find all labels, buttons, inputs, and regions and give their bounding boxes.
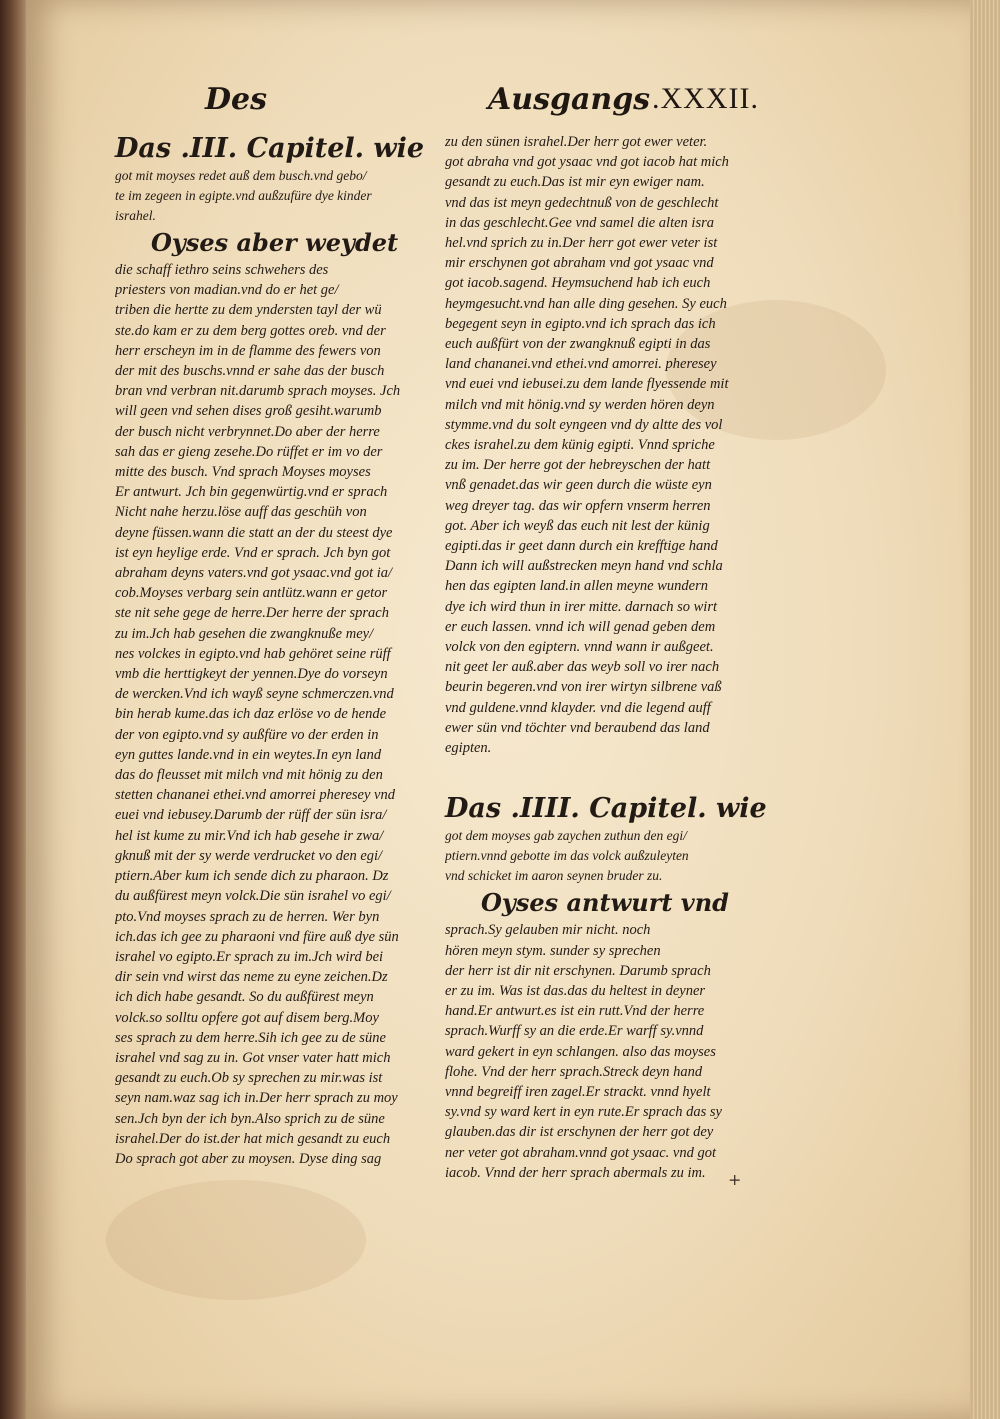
text-line: gknuß mit der sy werde verdrucket vo den egi/: [115, 847, 383, 864]
text-line: stetten chananei ethei.vnd amorrei pheresey vnd: [115, 787, 395, 804]
text-line: beurin begeren.vnd von irer wirtyn silbrene vaß: [445, 679, 722, 696]
text-line: dye ich wird thun in irer mitte. darnach so wirt: [445, 598, 717, 615]
text-line: euei vnd iebusey.Darumb der rüff der sün isra/: [115, 807, 387, 824]
text-line: egipten.: [445, 740, 492, 757]
text-line: er zu im. Was ist das.das du heltest in deyner: [445, 982, 706, 999]
text-line: iacob. Vnnd der herr sprach abermals zu im.: [445, 1164, 706, 1181]
text-line: israhel vnd sag zu in. Got vnser vater hatt mich: [115, 1049, 391, 1066]
text-line: egipti.das ir geet dann durch ein krefftige hand: [445, 538, 718, 555]
summary-line: ptiern.vnnd gebotte im das volck außzuleyten: [445, 848, 689, 864]
chapter-title: Das .III. Capitel. wie: [115, 133, 425, 164]
text-line: ses sprach zu dem herre.Sih ich gee zu de süne: [115, 1029, 386, 1046]
text-line: stymme.vnd du solt eyngeen vnd dy altte des vol: [445, 416, 723, 433]
text-line: glauben.das dir ist erschynen der herr got dey: [445, 1124, 714, 1141]
body-text: [445, 132, 745, 758]
left-column: [115, 132, 425, 1169]
body-text: [445, 920, 745, 1183]
text-line: in das geschlecht.Gee vnd samel die alten isra: [445, 214, 714, 231]
text-line: heymgesucht.vnd han alle ding gesehen. Sy euch: [445, 295, 727, 312]
text-line: Do sprach got aber zu moysen. Dyse ding sag: [115, 1150, 382, 1167]
text-line: nes volckes in egipto.vnd hab gehöret seine rüff: [115, 645, 391, 662]
text-line: triben die hertte zu dem yndersten tayl der wü: [115, 302, 382, 319]
text-line: ich dich habe gesandt. So du außfürest meyn: [115, 989, 374, 1006]
text-line: cob.Moyses verbarg sein antlütz.wann er getor: [115, 585, 388, 602]
text-line: hen das egipten land.in allen meyne wundern: [445, 578, 708, 595]
text-line: vnd euei vnd iebusei.zu dem lande flyessende mit: [445, 376, 729, 393]
text-line: der von egipto.vnd sy außfüre vo der erden in: [115, 726, 379, 743]
text-line: bin herab kume.das ich daz erlöse vo de hende: [115, 706, 387, 723]
text-line: du außfürest meyn volck.Die sün israhel vo egi/: [115, 888, 391, 905]
text-line: de wercken.Vnd ich wayß seyne schmerczen.vnd: [115, 686, 394, 703]
text-line: nit geet ler auß.aber das weyb soll vo irer nach: [445, 659, 720, 676]
text-line: gesandt zu euch.Das ist mir eyn ewiger nam.: [445, 174, 705, 191]
text-line: got iacob.sagend. Heymsuchend hab ich euch: [445, 275, 711, 292]
text-line: er euch lassen. vnnd ich will genad geben dem: [445, 618, 716, 635]
text-line: zu im.Jch hab gesehen die zwangknuße mey/: [115, 625, 374, 642]
text-line: gesandt zu euch.Ob sy sprechen zu mir.was ist: [115, 1070, 383, 1087]
running-head-left: Des: [205, 82, 267, 117]
page-edges-right: [970, 0, 1000, 1419]
text-line: hel.vnd sprich zu in.Der herr got ewer veter ist: [445, 235, 718, 252]
text-line: land chananei.vnd ethei.vnd amorrei. pheresey: [445, 356, 717, 373]
text-line: herr erscheyn im in de flamme des fewers von: [115, 342, 381, 359]
text-line: ckes israhel.zu dem künig egipti. Vnnd spriche: [445, 437, 715, 454]
text-line: ward gekert in eyn schlangen. also das moyses: [445, 1043, 716, 1060]
text-line: begegent seyn in egipto.vnd ich sprach das ich: [445, 315, 716, 332]
text-line: sprach.Wurff sy an die erde.Er warff sy.vnnd: [445, 1023, 704, 1040]
text-line: Dann ich will außstrecken meyn hand vnd schla: [445, 558, 723, 575]
text-line: seyn nam.waz sag ich in.Der herr sprach zu moy: [115, 1090, 398, 1107]
text-line: flohe. Vnd der herr sprach.Streck deyn hand: [445, 1063, 703, 1080]
right-column: [445, 132, 767, 1183]
text-line: zu im. Der herre got der hebreyschen der hatt: [445, 457, 711, 474]
text-line: hören meyn stym. sunder sy sprechen: [445, 942, 661, 959]
text-line: israhel vo egipto.Er sprach zu im.Jch wird bei: [115, 948, 384, 965]
summary-line: israhel.: [115, 208, 156, 223]
text-line: eyn guttes lande.vnd in ein weytes.In eyn land: [115, 746, 382, 763]
initial-line: Oyses antwurt vnd: [481, 888, 729, 918]
text-line: deyne füssen.wann die statt an der du steest dye: [115, 524, 393, 541]
body-text: [115, 260, 405, 1169]
text-line: bran vnd verbran nit.darumb sprach moyses. Jch: [115, 383, 401, 400]
text-line: sy.vnd sy ward kert in eyn rute.Er sprach das sy: [445, 1104, 722, 1121]
text-line: sen.Jch byn der ich byn.Also sprich zu de süne: [115, 1110, 385, 1127]
summary-line: got mit moyses redet auß dem busch.vnd gebo/: [115, 168, 367, 183]
text-line: sah das er gieng zesehe.Do rüffet er im vo der: [115, 443, 383, 460]
text-line: vmb die herttigkeyt der yennen.Dye do vorseyn: [115, 666, 388, 683]
text-line: Er antwurt. Jch bin gegenwürtig.vnd er sprach: [115, 484, 388, 501]
text-line: vnnd begreiff iren zagel.Er strackt. vnnd hyelt: [445, 1083, 711, 1100]
text-line: got. Aber ich weyß das euch nit lest der künig: [445, 517, 710, 534]
chapter-summary: [445, 826, 745, 886]
text-line: volck.so solltu opfere got auf disem berg.Moy: [115, 1009, 379, 1026]
text-line: sprach.Sy gelauben mir nicht. noch: [445, 922, 651, 939]
text-line: mitte des busch. Vnd sprach Moyses moyses: [115, 464, 371, 481]
text-line: got abraha vnd got ysaac vnd got iacob hat mich: [445, 154, 729, 171]
text-line: ewer sün vnd töchter vnd beraubend das land: [445, 719, 710, 736]
text-line: will geen vnd sehen dises groß gesiht.warumb: [115, 403, 382, 420]
initial-line: Oyses aber weydet: [151, 228, 399, 257]
summary-line: te im zegeen in egipte.vnd außzufüre dye kinder: [115, 188, 372, 203]
text-line: dir sein vnd wirst das neme zu eyne zeichen.Dz: [115, 969, 388, 986]
text-line: hel ist kume zu mir.Vnd ich hab gesehe ir zwa/: [115, 827, 384, 844]
text-line: ich.das ich gee zu pharaoni vnd füre auß dye sün: [115, 928, 399, 945]
text-line: israhel.Der do ist.der hat mich gesandt zu euch: [115, 1130, 391, 1147]
summary-line: vnd schicket im aaron seynen bruder zu.: [445, 868, 663, 884]
text-line: die schaff iethro seins schwehers des: [115, 262, 329, 278]
end-mark: +: [728, 1170, 742, 1189]
text-line: der busch nicht verbrynnet.Do aber der herre: [115, 423, 380, 440]
text-line: der herr ist dir nit erschynen. Darumb sprach: [445, 962, 711, 979]
text-line: zu den sünen israhel.Der herr got ewer veter.: [445, 134, 708, 150]
text-line: hand.Er antwurt.es ist ein rutt.Vnd der herre: [445, 1003, 705, 1020]
text-line: weg dreyer tag. das wir opfern vnserm herren: [445, 497, 711, 514]
text-line: ist eyn heylige erde. Vnd er sprach. Jch byn got: [115, 544, 391, 561]
text-line: vnd das ist meyn gedechtnuß von de geschlecht: [445, 194, 719, 211]
text-line: das do fleusset mit milch vnd mit hönig zu den: [115, 767, 383, 784]
paper-stain: [106, 1180, 366, 1300]
text-line: ste nit sehe gege de herre.Der herre der sprach: [115, 605, 389, 622]
text-line: ptiern.Aber kum ich sende dich zu pharaon. Dz: [115, 868, 389, 885]
summary-line: got dem moyses gab zaychen zuthun den egi/: [445, 828, 687, 844]
chapter-title: Das .IIII. Capitel. wie: [445, 793, 767, 825]
text-line: priesters von madian.vnd do er het ge/: [115, 282, 339, 299]
text-line: vnß genadet.das wir geen durch die wüste eyn: [445, 477, 712, 494]
running-head-middle: Ausgangs: [488, 82, 651, 117]
text-line: vnd guldene.vnnd klayder. vnd die legend auff: [445, 699, 711, 716]
text-line: ner veter got abraham.vnnd got ysaac. vnd got: [445, 1144, 717, 1161]
folio-number: .XXXII.: [652, 82, 759, 115]
text-line: milch vnd mit hönig.vnd sy werden hören deyn: [445, 396, 715, 413]
text-line: pto.Vnd moyses sprach zu de herren. Wer byn: [115, 908, 380, 925]
text-line: mir erschynen got abraham vnd got ysaac vnd: [445, 255, 714, 272]
text-line: euch außfürt von der zwangknuß egipti in das: [445, 336, 711, 353]
text-line: volck von den egiptern. vnnd wann ir außgeet.: [445, 639, 714, 656]
text-line: Nicht nahe herzu.löse auff das geschüh von: [115, 504, 367, 521]
text-line: der mit des buschs.vnnd er sahe das der busch: [115, 363, 385, 380]
text-line: ste.do kam er zu dem berg gottes oreb. vnd der: [115, 322, 386, 339]
spacer: [445, 758, 745, 792]
text-line: abraham deyns vaters.vnd got ysaac.vnd got ia/: [115, 565, 393, 582]
chapter-summary: [115, 166, 405, 226]
